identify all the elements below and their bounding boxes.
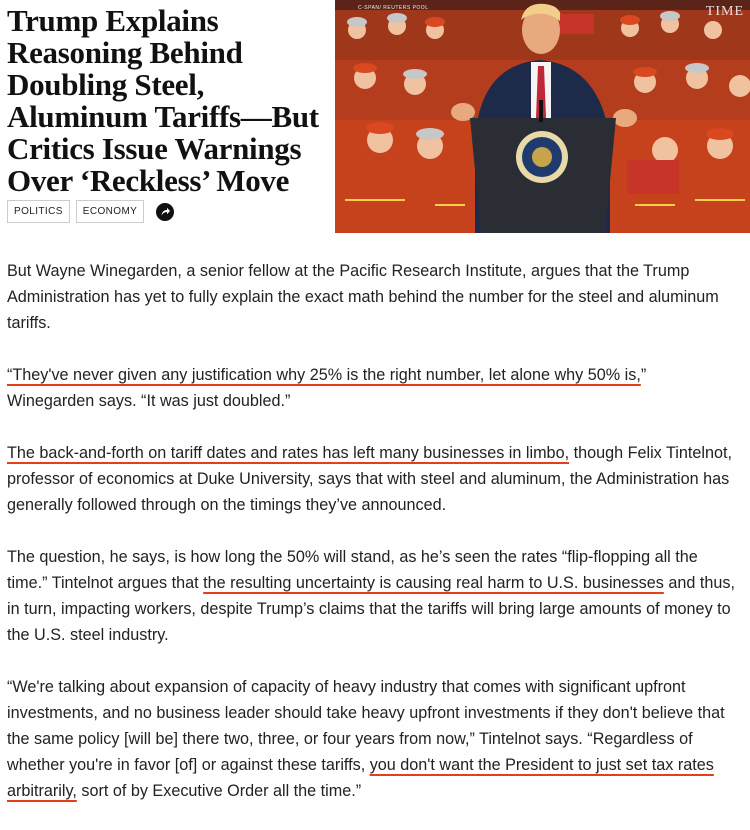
article-header bbox=[0, 0, 750, 240]
highlighted-text: the resulting uncertainty is causing real harm to U.S. businesses bbox=[203, 574, 664, 592]
paragraph-text: though Felix Tintelnot, professor of economics at Duke University, says that with steel and aluminum, the Administration has generally followed through on the timings they’ve announced. bbox=[7, 444, 732, 514]
article-paragraph bbox=[7, 440, 737, 518]
article-paragraph bbox=[7, 362, 737, 414]
tag-economy[interactable]: ECONOMY bbox=[76, 200, 144, 223]
article-paragraph bbox=[7, 258, 737, 336]
share-button[interactable] bbox=[156, 203, 174, 221]
paragraph-text: ” Winegarden says. “It was just doubled.” bbox=[7, 366, 647, 410]
article-paragraph bbox=[7, 544, 737, 648]
tag-politics[interactable]: POLITICS bbox=[7, 200, 70, 223]
photo-watermark: TIME bbox=[705, 4, 744, 19]
article-paragraph bbox=[7, 674, 737, 804]
podium bbox=[470, 100, 616, 233]
highlighted-text: “They've never given any justification why 25% is the right number, let alone why 50% is, bbox=[7, 366, 641, 384]
headline: Trump Explains Reasoning Behind Doubling Steel, Aluminum Tariffs—But Critics Issue Warnings Over ‘Reckless’ Move bbox=[7, 3, 319, 198]
tag-list bbox=[7, 200, 174, 223]
paragraph-text: “We're talking about expansion of capacity of heavy industry that comes with significant upfront investments, and no business leader should take heavy upfront investments if they don't believe that the same policy [will be] there two, three, or four years from now,” Tintelnot says. “Regardless of whether you're in favor [of] or against these tariffs, bbox=[7, 678, 725, 774]
paragraph-text: The question, he says, is how long the 50% will stand, as he’s seen the rates “flip-flopping all the time.” Tintelnot argues that bbox=[7, 548, 698, 592]
paragraph-text: But Wayne Winegarden, a senior fellow at the Pacific Research Institute, argues that the Trump Administration has yet to fully explain the exact math behind the number for the steel and aluminum tariffs. bbox=[7, 262, 719, 332]
share-arrow-icon bbox=[160, 206, 171, 217]
paragraph-text: and thus, in turn, impacting workers, despite Trump’s claims that the tariffs will bring large amounts of money to the U.S. steel industry. bbox=[7, 574, 735, 644]
paragraph-text: sort of by Executive Order all the time.” bbox=[76, 782, 362, 800]
highlighted-text: The back-and-forth on tariff dates and rates has left many businesses in limbo, bbox=[7, 444, 570, 462]
highlighted-text: you don't want the President to just set tax rates arbitrarily, bbox=[7, 756, 714, 800]
hero-photo bbox=[335, 0, 750, 233]
article-body bbox=[7, 258, 737, 830]
rally-scene bbox=[335, 0, 750, 233]
photo-credit: C-SPAN/ REUTERS POOL bbox=[358, 5, 429, 11]
